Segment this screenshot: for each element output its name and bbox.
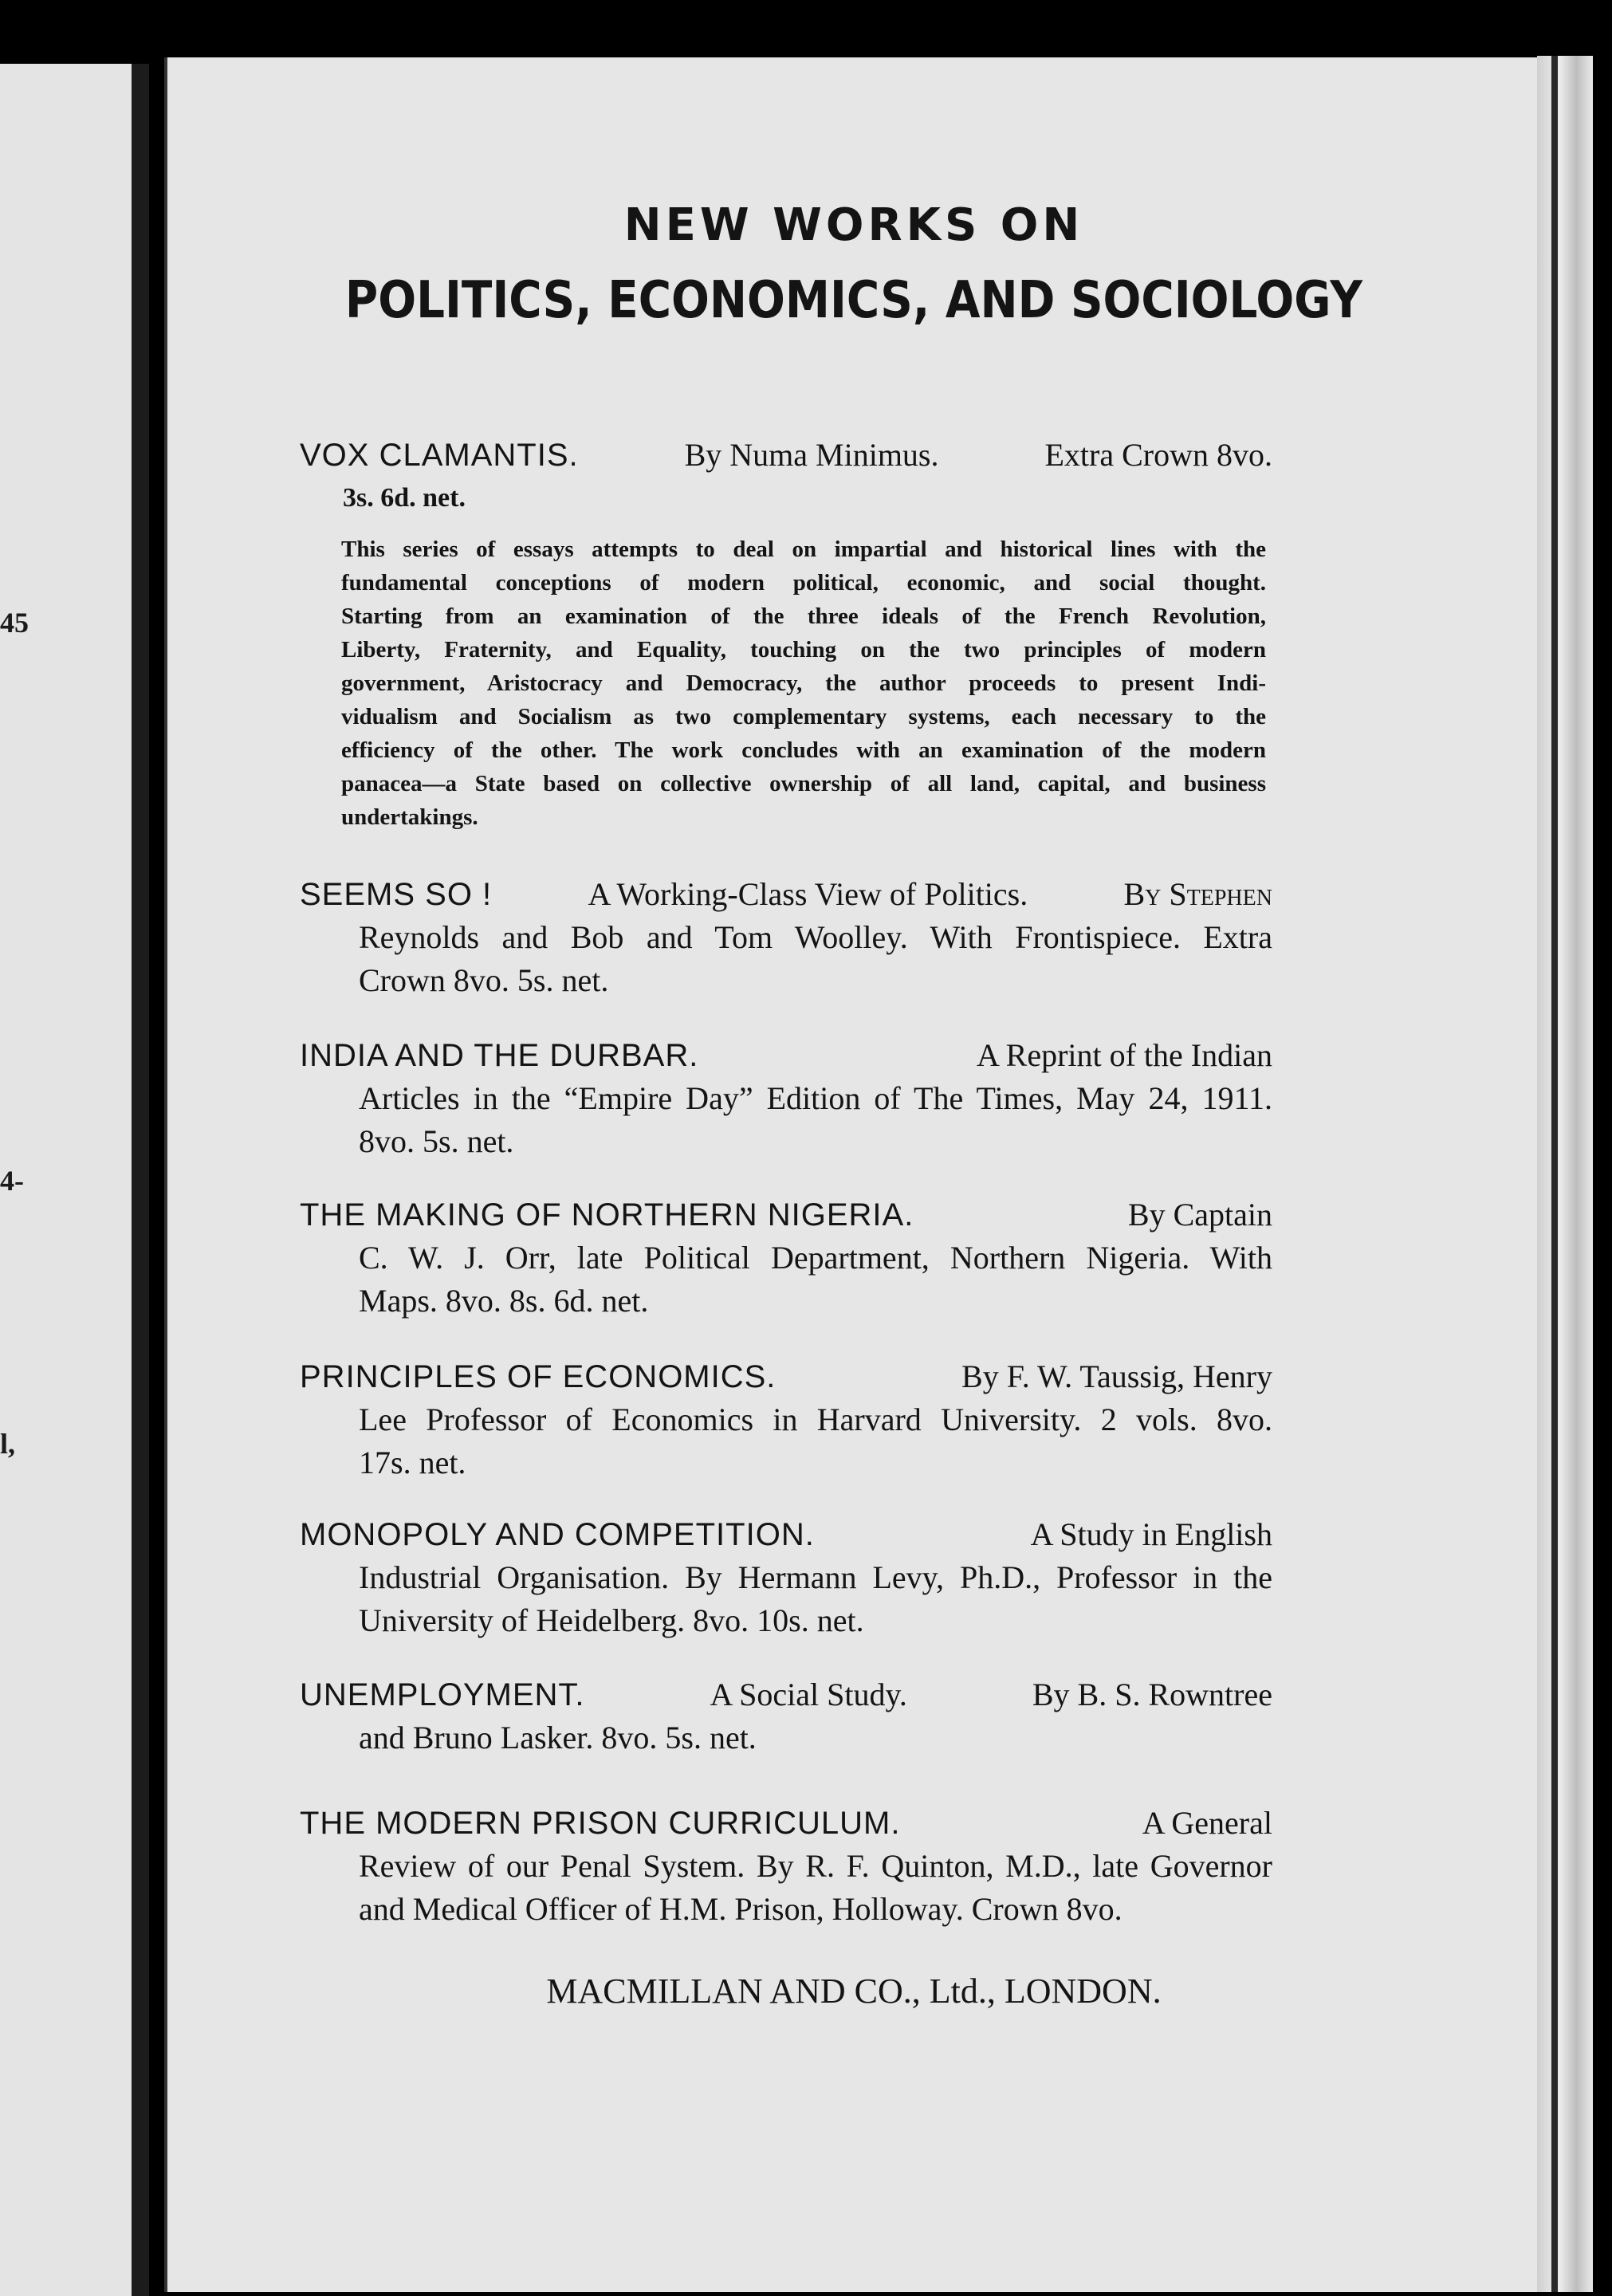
book-title: PRINCIPLES OF ECONOMICS.: [300, 1359, 777, 1394]
book-author: By Numa Minimus.: [684, 437, 939, 473]
margin-mark: 4-: [0, 1165, 24, 1197]
entry-detail-line: Articles in the “Empire Day” Edition of The Times, May 24, 1911.: [359, 1080, 1272, 1116]
publisher-imprint: MACMILLAN AND CO., Ltd., LONDON.: [546, 1972, 1162, 2011]
scanned-page: [164, 57, 1540, 2292]
description-line: Starting from an examination of the three ideals of the French Revolution,: [341, 603, 1266, 629]
book-subtitle: A Study in English: [1030, 1516, 1272, 1552]
entry-detail-line: Industrial Organisation. By Hermann Levy, Ph.D., Professor in the: [359, 1559, 1272, 1595]
entry-first-line: [300, 1513, 1272, 1556]
description-line: This series of essays attempts to deal on impartial and historical lines with the: [341, 537, 1266, 562]
book-author: By F. W. Taussig, Henry: [961, 1358, 1272, 1394]
book-title: VOX CLAMANTIS.: [300, 438, 579, 473]
book-description: [341, 533, 1266, 834]
facing-page-edge: [0, 64, 132, 2296]
book-title: SEEMS SO !: [300, 877, 493, 912]
entry-first-line: [300, 1355, 1272, 1398]
entry-details: [300, 1236, 1272, 1323]
book-title: THE MODERN PRISON CURRICULUM.: [300, 1806, 901, 1841]
book-format: Extra Crown 8vo.: [1044, 437, 1272, 473]
description-line: government, Aristocracy and Democracy, the author proceeds to present Indi-: [341, 670, 1266, 696]
entry-detail-line: University of Heidelberg. 8vo. 10s. net.: [359, 1602, 864, 1638]
book-title: INDIA AND THE DURBAR.: [300, 1038, 699, 1073]
book-subtitle: A Social Study.: [710, 1677, 907, 1712]
description-line: fundamental conceptions of modern political, economic, and social thought.: [341, 570, 1266, 596]
entry-first-line: [300, 873, 1272, 916]
description-line: efficiency of the other. The work concludes with an examination of the modern: [341, 737, 1266, 763]
entry-details: [300, 1398, 1272, 1484]
entry-detail-line: 3s. 6d. net.: [343, 483, 466, 513]
book-entry: [300, 873, 1272, 1002]
entry-detail-line: and Bruno Lasker. 8vo. 5s. net.: [359, 1720, 757, 1755]
entry-detail-line: Maps. 8vo. 8s. 6d. net.: [359, 1283, 649, 1319]
entry-detail-line: Lee Professor of Economics in Harvard University. 2 vols. 8vo.: [359, 1402, 1272, 1437]
entry-detail-line: and Medical Officer of H.M. Prison, Holloway. Crown 8vo.: [359, 1891, 1123, 1927]
entry-first-line: [300, 1673, 1272, 1716]
description-line: Liberty, Fraternity, and Equality, touching on the two principles of modern: [341, 637, 1266, 662]
book-entry: [300, 1193, 1272, 1323]
margin-mark: 45: [0, 607, 29, 639]
description-line: vidualism and Socialism as two complementary systems, each necessary to the: [341, 704, 1266, 729]
book-entry: [300, 434, 1272, 520]
book-entry: [300, 1513, 1272, 1642]
entry-details: [300, 477, 1272, 520]
entry-detail-line: Crown 8vo. 5s. net.: [359, 962, 609, 998]
book-entry: [300, 1034, 1272, 1163]
heading-line-2: POLITICS, ECONOMICS, AND SOCIOLOGY: [344, 271, 1363, 330]
entry-first-line: [300, 1802, 1272, 1845]
book-title: THE MAKING OF NORTHERN NIGERIA.: [300, 1197, 914, 1233]
description-line: undertakings.: [341, 804, 478, 830]
entry-details: [300, 1845, 1272, 1931]
page-content: [167, 57, 1540, 2292]
entry-detail-line: 8vo. 5s. net.: [359, 1123, 514, 1159]
book-subtitle: A Working-Class View of Politics.: [588, 876, 1028, 912]
heading-line-1: NEW WORKS ON: [623, 199, 1084, 251]
entry-details: [300, 1716, 1272, 1759]
entry-details: [300, 916, 1272, 1002]
book-entry: [300, 1673, 1272, 1759]
book-gutter: [132, 64, 149, 2296]
book-entry: [300, 1802, 1272, 1931]
margin-mark: l,: [0, 1428, 16, 1460]
book-title: UNEMPLOYMENT.: [300, 1677, 585, 1712]
book-subtitle: A Reprint of the Indian: [976, 1037, 1272, 1073]
entry-first-line: [300, 1193, 1272, 1236]
page-edge: [1537, 56, 1593, 2292]
book-author: By Stephen: [1123, 876, 1272, 912]
entry-first-line: [300, 1034, 1272, 1077]
entry-detail-line: C. W. J. Orr, late Political Department, Northern Nigeria. With: [359, 1240, 1272, 1276]
page-edge-shadow: [1551, 56, 1558, 2292]
book-author: By Captain: [1127, 1197, 1272, 1233]
entry-details: [300, 1556, 1272, 1642]
book-author: By B. S. Rowntree: [1032, 1677, 1272, 1712]
description-line: panacea—a State based on collective ownership of all land, capital, and business: [341, 771, 1266, 796]
book-subtitle: A General: [1142, 1805, 1272, 1841]
book-entry: [300, 1355, 1272, 1484]
entry-detail-line: 17s. net.: [359, 1445, 466, 1480]
book-title: MONOPOLY AND COMPETITION.: [300, 1517, 815, 1552]
entry-detail-line: Review of our Penal System. By R. F. Quinton, M.D., late Governor: [359, 1848, 1272, 1884]
entry-details: [300, 1077, 1272, 1163]
entry-detail-line: Reynolds and Bob and Tom Woolley. With Frontispiece. Extra: [359, 919, 1272, 955]
entry-first-line: [300, 434, 1272, 477]
